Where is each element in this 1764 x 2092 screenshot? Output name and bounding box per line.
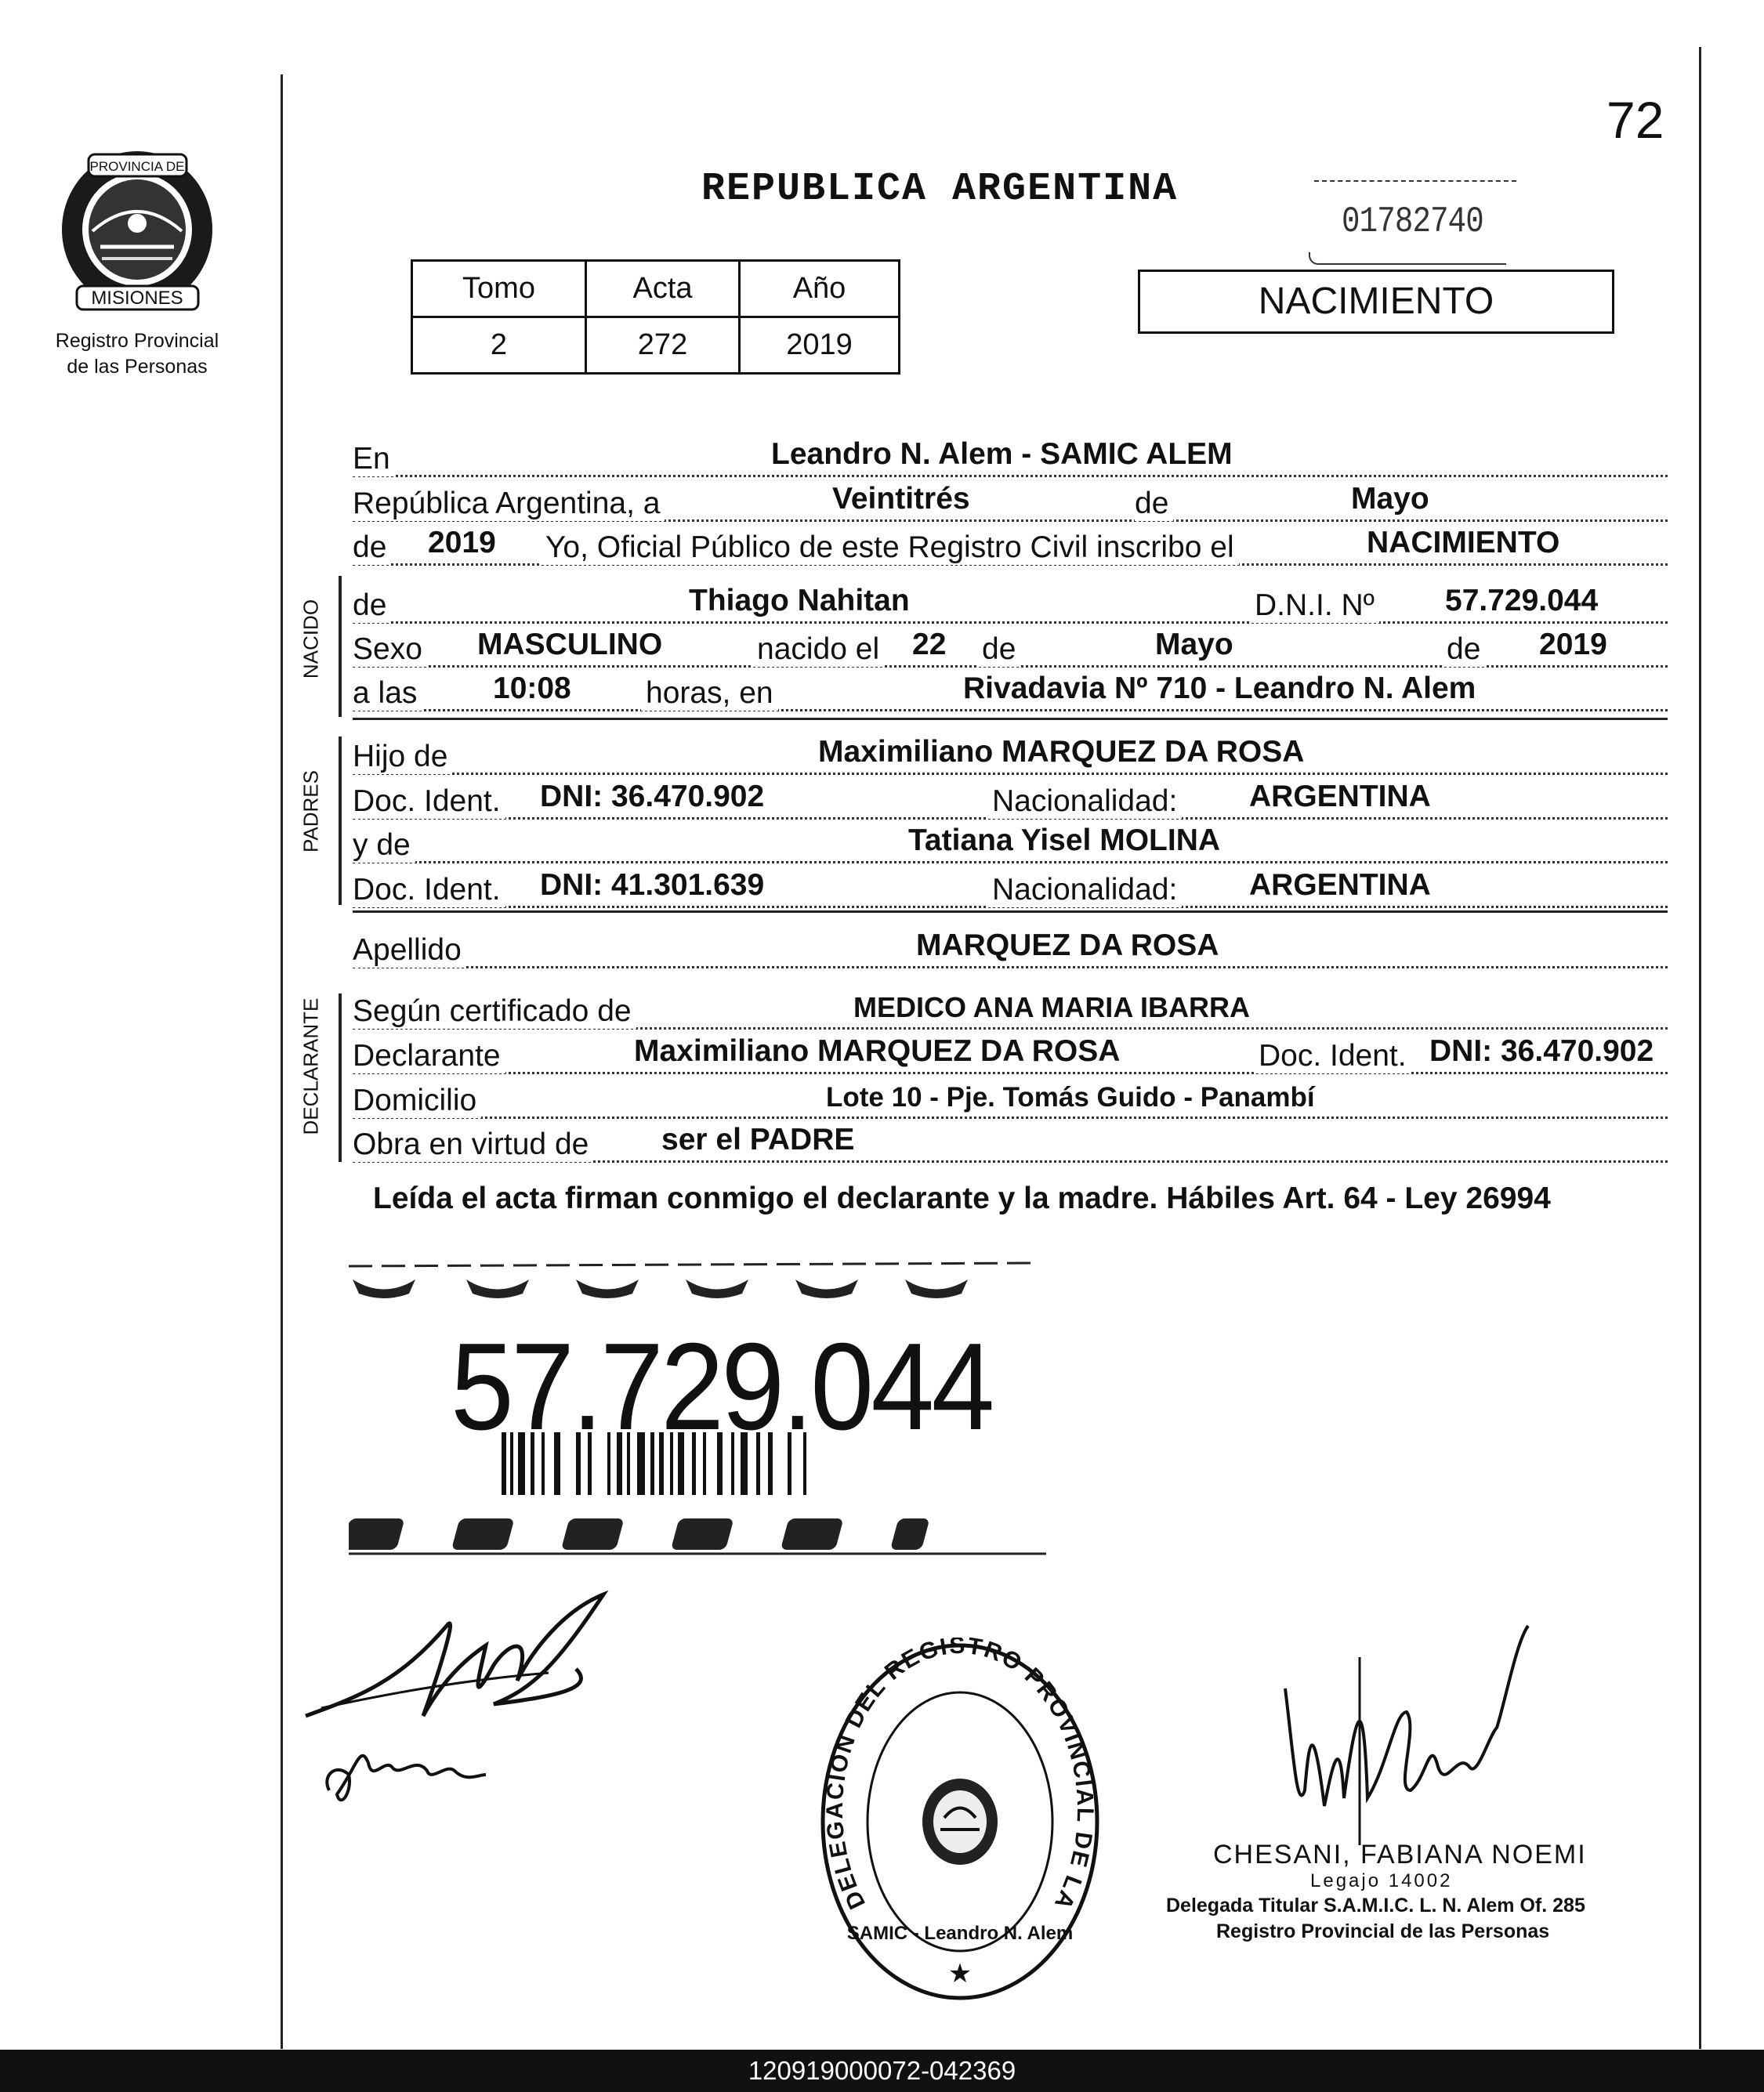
mother-doc-label: Doc. Ident. [353,873,505,907]
svg-text:DELEGACION DEL REGISTRO PROVIN: DELEGACION DEL REGISTRO PROVINCIAL DE LA [821,1638,1099,1915]
a-las-label: a las [353,676,422,711]
nacido-bracket [339,576,342,717]
svg-text:★: ★ [947,1958,973,1989]
official-name: CHESANI, FABIANA NOEMI [1213,1840,1587,1869]
mother-nat-value: ARGENTINA [1246,868,1434,903]
domicilio-label: Domicilio [353,1084,481,1118]
official-signature [1270,1610,1536,1845]
mother-name-value: Tatiana Yisel MOLINA [905,823,1223,858]
footer-code: 120919000072-042369 [0,2050,1764,2092]
sexo-value: MASCULINO [474,628,665,662]
official-registro: Registro Provincial de las Personas [1216,1920,1550,1942]
birth-month-value: Mayo [1152,628,1237,662]
row-inscribo [353,519,1668,566]
province-logo [53,145,222,317]
nacido-de-label: de [353,588,391,623]
official-seal [815,1638,1105,2006]
dni-label: D.N.I. Nº [1250,588,1379,623]
serial-decoration-top [1314,180,1516,182]
anio-value: 2019 [740,317,900,374]
legal-text: Leída el acta firman conmigo el declarante y la madre. Hábiles Art. 64 - Ley 26994 [373,1182,1551,1215]
declarante-bracket [339,994,342,1162]
apellido-value: MARQUEZ DA ROSA [913,928,1222,963]
tomo-header: Tomo [412,261,586,317]
birth-de-label: de [977,632,1020,667]
row-madre [353,817,1668,863]
official-legajo: Legajo 14002 [1310,1870,1453,1891]
declarante-value: Maximiliano MARQUEZ DA ROSA [631,1034,1123,1069]
year-value: 2019 [425,526,499,560]
nacido-section-label: NACIDO [299,599,323,679]
horas-label: horas, en [641,676,778,711]
sexo-label: Sexo [353,632,427,667]
sticker-id-number: 57.729.044 [451,1318,992,1456]
acta-table [411,259,900,375]
row-apellido [353,922,1668,968]
row-madre-doc [353,862,1668,908]
declarante-label: Declarante [353,1039,505,1073]
inscribo-value: NACIMIENTO [1364,526,1563,560]
en-value: Leandro N. Alem - SAMIC ALEM [768,437,1236,472]
right-margin-line [1699,47,1701,2049]
row-declarante [353,1028,1668,1074]
father-nat-value: ARGENTINA [1246,780,1434,814]
acta-value: 272 [586,317,740,374]
yo-label: Yo, Oficial Público de este Registro Civil inscribo el [541,530,1239,565]
acta-header: Acta [586,261,740,317]
serial-decoration-bottom [1309,252,1506,265]
father-nat-label: Nacionalidad: [987,784,1182,819]
de-year-label: de [353,530,391,565]
mother-doc-value: DNI: 41.301.639 [537,868,767,903]
row-padre [353,729,1668,775]
svg-text:PROVINCIA DE: PROVINCIA DE [89,159,185,174]
y-de-label: y de [353,828,415,863]
registry-name: Registro Provincial de las Personas [55,330,219,378]
apellido-label: Apellido [353,933,466,968]
row-certificado [353,983,1668,1030]
father-doc-label: Doc. Ident. [353,784,505,819]
section-divider-2 [353,910,1668,913]
declarante-section-label: DECLARANTE [299,997,323,1135]
row-obra [353,1117,1668,1163]
anio-header: Año [740,261,900,317]
en-label: En [353,442,395,476]
row-domicilio [353,1073,1668,1119]
birth-day-value: 22 [909,628,949,662]
day-value: Veintitrés [829,482,973,516]
document-type-box: NACIMIENTO [1138,270,1614,334]
row-en [353,431,1668,477]
month-value: Mayo [1348,482,1433,516]
row-hora [353,665,1668,711]
declarante-signature [298,1579,627,1830]
declarante-doc-value: DNI: 36.470.902 [1426,1034,1657,1069]
left-margin-line [281,74,283,2049]
page-number: 72 [1606,91,1664,149]
hijo-de-label: Hijo de [353,740,452,774]
row-fecha [353,476,1668,522]
row-padre-doc [353,773,1668,820]
birth-year-value: 2019 [1536,628,1610,662]
domicilio-value: Lote 10 - Pje. Tomás Guido - Panambí [823,1082,1318,1113]
certificado-label: Según certificado de [353,994,636,1029]
serial-number: 01782740 [1342,201,1483,242]
svg-text:SAMIC - Leandro N. Alem: SAMIC - Leandro N. Alem [846,1923,1074,1944]
declarante-doc-label: Doc. Ident. [1254,1039,1411,1073]
de-label: de [1135,487,1173,521]
father-doc-value: DNI: 36.470.902 [537,780,767,814]
padres-section-label: PADRES [299,770,323,852]
svg-text:MISIONES: MISIONES [91,288,183,309]
obra-value: ser el PADRE [658,1123,857,1157]
section-divider [353,718,1668,720]
nacido-el-label: nacido el [752,632,884,667]
place-value: Rivadavia Nº 710 - Leandro N. Alem [960,671,1479,706]
father-name-value: Maximiliano MARQUEZ DA ROSA [815,735,1307,769]
row-nacido-nombre [353,577,1668,624]
row-sexo [353,621,1668,668]
padres-bracket [339,737,342,905]
official-delegada: Delegada Titular S.A.M.I.C. L. N. Alem Of. 285 [1166,1895,1585,1916]
mother-nat-label: Nacionalidad: [987,873,1182,907]
dni-value: 57.729.044 [1442,584,1601,618]
republica-label: República Argentina, a [353,487,665,521]
time-value: 10:08 [490,671,574,706]
document-title: REPUBLICA ARGENTINA [701,167,1179,212]
nacido-name-value: Thiago Nahitan [686,584,913,618]
birth-de-label-2: de [1442,632,1485,667]
obra-label: Obra en virtud de [353,1127,593,1162]
certificado-value: MEDICO ANA MARIA IBARRA [850,991,1253,1024]
tomo-value: 2 [412,317,586,374]
